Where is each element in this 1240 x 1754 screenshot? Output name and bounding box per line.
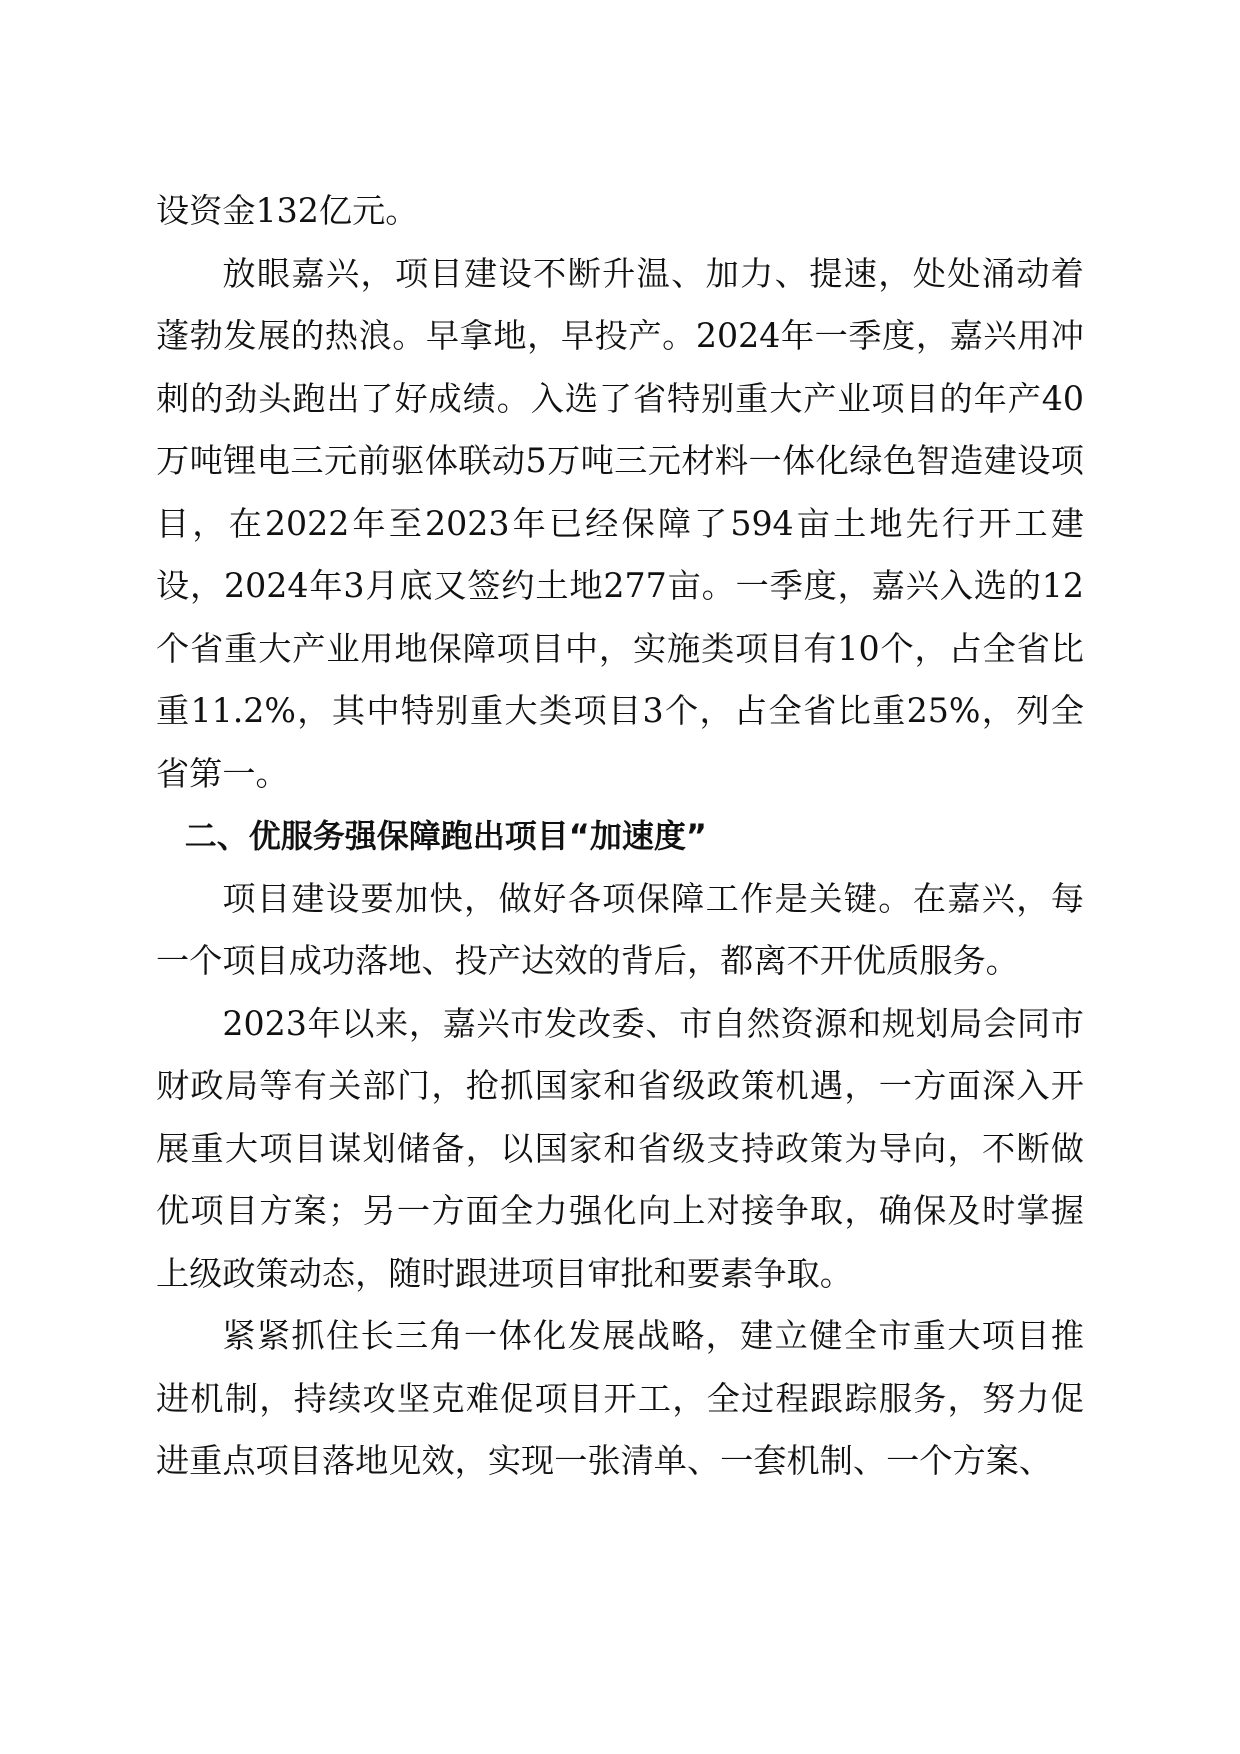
paragraph-since-2023: 2023年以来，嘉兴市发改委、市自然资源和规划局会同市财政局等有关部门，抢抓国家和省级政策机遇，一方面深入开展重大项目谋划储备，以国家和省级支持政策为导向，不断做优项目方案；另一方面全力强化向上对接争取，确保及时掌握上级政策动态，随时跟进项目审批和要素争取。 <box>156 1003 1084 1293</box>
paragraph-service-guarantee: 项目建设要加快，做好各项保障工作是关键。在嘉兴，每一个项目成功落地、投产达效的背后，都离不开优质服务。 <box>156 878 1084 980</box>
section-heading: 二、优服务强保障跑出项目“加速度” <box>184 817 707 855</box>
paragraph-continuation: 设资金132亿元。 <box>156 191 419 230</box>
paragraph-jiaxing-projects: 放眼嘉兴，项目建设不断升温、加力、提速，处处涌动着蓬勃发展的热浪。早拿地，早投产。2024年一季度，嘉兴用冲刺的劲头跑出了好成绩。入选了省特别重大产业项目的年产40万吨锂电三元前驱体联动5万吨三元材料一体化绿色智造建设项目，在2022年至2023年已经保障了594亩土地先行开工建设，2024年3月底又签约土地277亩。一季度，嘉兴入选的12个省重大产业用地保障项目中，实施类项目有10个，占全省比重11.2%，其中特别重大类项目3个，占全省比重25%，列全省第一。 <box>156 253 1084 793</box>
body-text <box>156 180 1084 1493</box>
paragraph-yangtze-delta: 紧紧抓住长三角一体化发展战略，建立健全市重大项目推进机制，持续攻坚克难促项目开工，全过程跟踪服务，努力促进重点项目落地见效，实现一张清单、一套机制、一个方案、 <box>156 1316 1084 1480</box>
